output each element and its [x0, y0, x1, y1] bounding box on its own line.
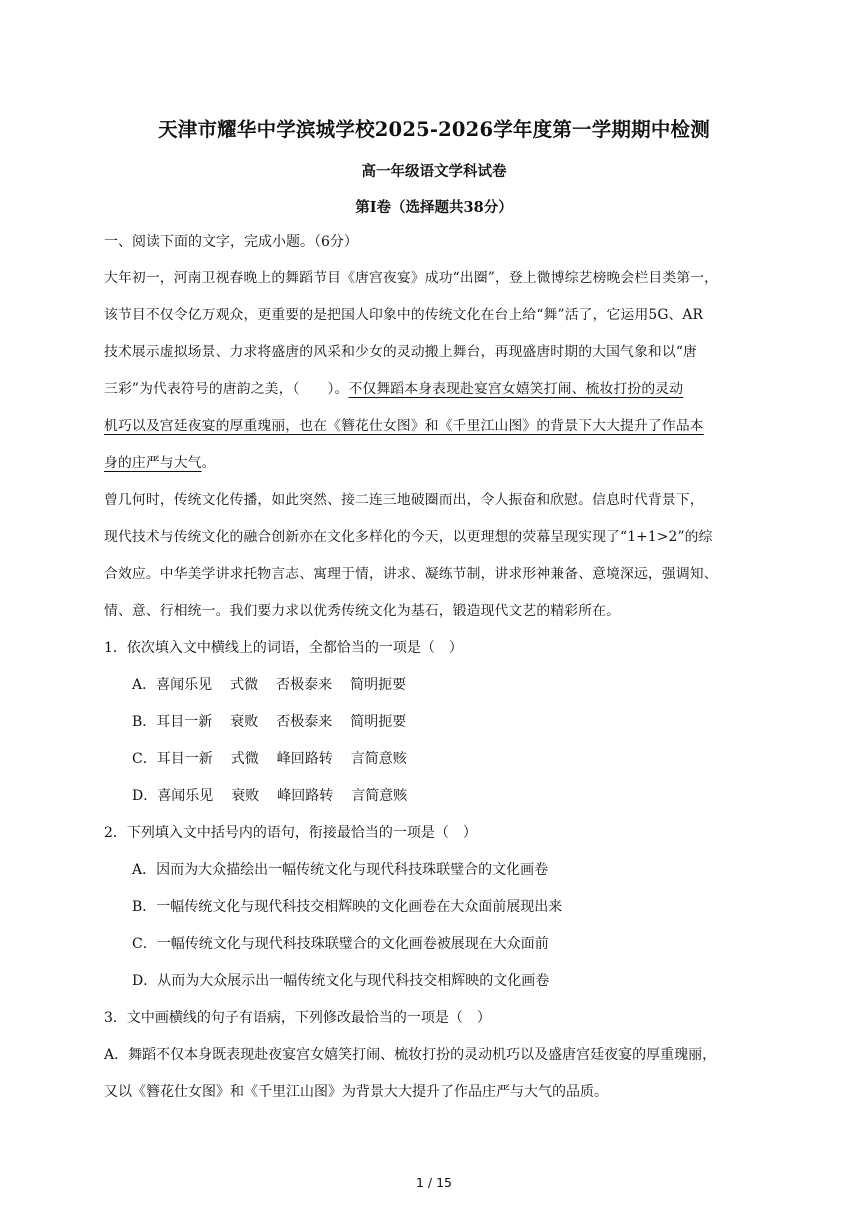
- question-stem: 2．下列填入文中括号内的语句，衔接最恰当的一项是（ ）: [104, 825, 477, 841]
- passage-line: 大年初一，河南卫视春晚上的舞蹈节目《唐宫夜宴》成功“出圈”，登上微博综艺榜晚会栏目类第一，: [104, 270, 719, 286]
- underlined-sentence: 不仅舞蹈本身表现赴宴宫女嬉笑打闹、梳妆打扮的灵动: [348, 381, 684, 397]
- option-c: C．耳目一新 式微 峰回路转 言简意赅: [132, 751, 407, 767]
- option-b: B．一幅传统文化与现代科技交相辉映的文化画卷在大众面前展现出来: [132, 899, 563, 915]
- passage-line: 合效应。中华美学讲求托物言志、寓理于情，讲求、凝练节制，讲求形神兼备、意境深远，强调知、: [104, 566, 718, 582]
- passage-line: [104, 453, 216, 473]
- passage-line: 技术展示虚拟场景、力求将盛唐的风采和少女的灵动搬上舞台，再现盛唐时期的大国气象和以“唐: [104, 344, 697, 360]
- page-number: 1 / 15: [415, 1175, 453, 1190]
- passage-line: [104, 379, 683, 399]
- question-stem: 3．文中画横线的句子有语病，下列修改最恰当的一项是（ ）: [104, 1010, 491, 1026]
- passage-line: 该节目不仅令亿万观众，更重要的是把国人印象中的传统文化在台上给“舞”活了，它运用5G、AR: [104, 307, 704, 323]
- passage-line: 曾几何时，传统文化传播，如此突然、接二连三地破圈而出，令人振奋和欣慰。信息时代背景下，: [104, 492, 704, 508]
- option-c: C．一幅传统文化与现代科技珠联璧合的文化画卷被展现在大众面前: [132, 936, 549, 952]
- passage-line: 情、意、行相统一。我们要力求以优秀传统文化为基石，锻造现代文艺的精彩所在。: [104, 603, 621, 619]
- option-a-continued: 又以《簪花仕女图》和《千里江山图》为背景大大提升了作品庄严与大气的品质。: [104, 1084, 608, 1100]
- option-d: D．喜闻乐见 衰败 峰回路转 言简意赅: [132, 788, 408, 804]
- section-heading: 一、阅读下面的文字，完成小题。（6分）: [104, 234, 358, 250]
- exam-subtitle: 高一年级语文学科试卷: [361, 163, 507, 180]
- option-a: A．喜闻乐见 式微 否极泰来 简明扼要: [132, 677, 407, 693]
- passage-text: 。: [201, 455, 216, 471]
- passage-text: 三彩”为代表符号的唐韵之美，（ ）。: [104, 381, 349, 397]
- exam-title: 天津市耀华中学滨城学校2025-2026学年度第一学期期中检测: [158, 118, 710, 141]
- underlined-sentence: 机巧以及宫廷夜宴的厚重瑰丽，也在《簪花仕女图》和《千里江山图》的背景下大大提升了作品本: [104, 418, 704, 434]
- option-b: B．耳目一新 衰败 否极泰来 简明扼要: [132, 714, 407, 730]
- passage-line: [104, 416, 704, 436]
- question-stem: 1．依次填入文中横线上的词语，全都恰当的一项是（ ）: [104, 640, 463, 656]
- part-heading: 第Ⅰ卷（选择题共38分）: [355, 199, 513, 216]
- option-a: A．舞蹈不仅本身既表现赴夜宴宫女嬉笑打闹、梳妆打扮的灵动机巧以及盛唐宫廷夜宴的厚重瑰丽，: [104, 1047, 717, 1063]
- underlined-sentence: 身的庄严与大气: [104, 455, 202, 471]
- option-d: D．从而为大众展示出一幅传统文化与现代科技交相辉映的文化画卷: [132, 973, 550, 989]
- option-a: A．因而为大众描绘出一幅传统文化与现代科技珠联璧合的文化画卷: [132, 862, 549, 878]
- passage-line: 现代技术与传统文化的融合创新亦在文化多样化的今天，以更理想的荧幕呈现实现了“1+1>2”的综: [104, 529, 713, 545]
